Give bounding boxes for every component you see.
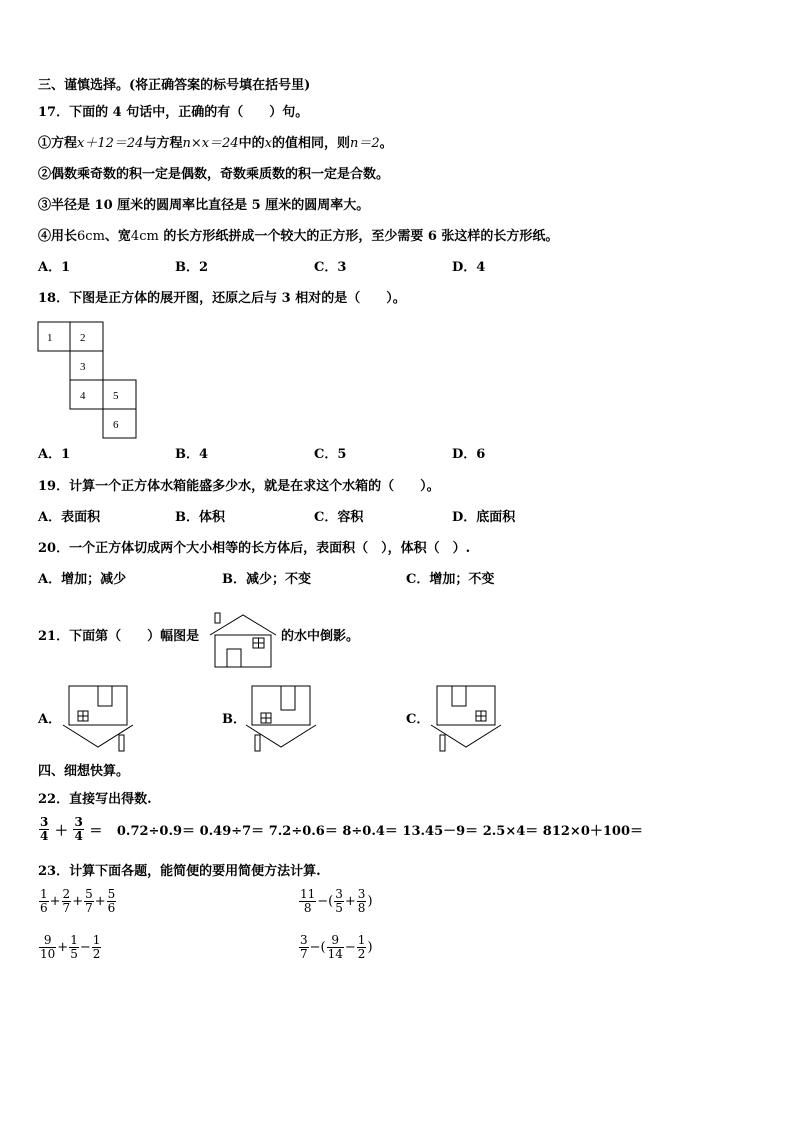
house-body-shape: [215, 635, 271, 667]
q23-expression-3: $\frac{9}{10}$ + $\frac{1}{5}$ − $\frac{1}{2}$: [40, 933, 101, 961]
cube-net-figure: [37, 320, 139, 440]
q22-stem: 22．直接写出得数.: [38, 792, 152, 807]
q19-option-c[interactable]: C．容积: [314, 510, 364, 525]
q21-stem-part2: 的水中倒影。: [281, 629, 360, 644]
net-cell-3: [70, 351, 103, 380]
q23-expression-4: $\frac{3}{7}$ −( $\frac{9}{14}$ − $\frac{1}{2}$ ): [300, 933, 373, 961]
q21-option-b[interactable]: B．: [222, 712, 246, 727]
q17-statement-2: ②偶数乘奇数的积一定是偶数，奇数乘质数的积一定是合数。: [38, 167, 390, 182]
q18-option-d[interactable]: D．6: [452, 447, 486, 462]
q19-option-a[interactable]: A．表面积: [38, 510, 101, 525]
q22-expressions: $\frac{3}{4}$ ＋ $\frac{3}{4}$ ＝ 0.72÷0.9＝ 0.49÷7＝ 7.2÷0.6＝ 8÷0.4＝ 13.45－9＝ 2.5×4＝ 812×0＋100＝: [40, 815, 644, 843]
reflection-option-c-figure[interactable]: [430, 684, 502, 754]
q21-stem-part1: 21．下面第（ ）幅图是: [38, 629, 200, 644]
q21-option-c[interactable]: C．: [406, 712, 430, 727]
q17-option-c[interactable]: C．3: [314, 260, 347, 275]
q17-option-a[interactable]: A．1: [38, 260, 71, 275]
q17-statement-1: ①方程x＋12＝24与方程n×x＝24中的x的值相同，则n＝2。: [38, 136, 393, 151]
net-cell-6: [103, 409, 136, 438]
net-label-1: 1: [47, 332, 53, 344]
q17-stem: 17．下面的 4 句话中，正确的有（ ）句。: [38, 105, 309, 120]
q18-option-b[interactable]: B．4: [175, 447, 209, 462]
q19-option-d[interactable]: D．底面积: [452, 510, 516, 525]
net-cell-2: [70, 322, 103, 351]
net-cell-4: [70, 380, 103, 409]
q17-statement-3: ③半径是 10 厘米的圆周率比直径是 5 厘米的圆周率大。: [38, 198, 370, 213]
q18-option-c[interactable]: C．5: [314, 447, 347, 462]
section-four-title: 四、细想快算。: [38, 764, 130, 779]
net-cell-1: [38, 322, 70, 351]
q23-stem: 23．计算下面各题，能简便的要用简便方法计算.: [38, 864, 321, 879]
q17-option-d[interactable]: D．4: [452, 260, 486, 275]
net-label-2: 2: [80, 332, 86, 344]
q21-option-a[interactable]: A．: [38, 712, 62, 727]
q22-fraction-2: $\frac{3}{4}$: [74, 815, 83, 843]
q20-option-a[interactable]: A．增加；减少: [38, 572, 127, 587]
q23-expression-2: $\frac{11}{8}$ −( $\frac{3}{5}$ + $\frac{3}{8}$ ): [300, 887, 373, 915]
house-figure: [209, 611, 277, 669]
net-label-3: 3: [80, 361, 86, 373]
chimney-shape: [215, 613, 220, 623]
net-label-6: 6: [113, 419, 119, 431]
net-label-4: 4: [80, 390, 86, 402]
q18-option-a[interactable]: A．1: [38, 447, 71, 462]
net-cell-5: [103, 380, 136, 409]
house-door-shape: [227, 649, 241, 667]
section-three-title: 三、谨慎选择。(将正确答案的标号填在括号里): [38, 78, 311, 93]
q19-option-b[interactable]: B．体积: [175, 510, 225, 525]
q22-items: 0.72÷0.9＝ 0.49÷7＝ 7.2÷0.6＝ 8÷0.4＝ 13.45－9＝ 2.5×4＝ 812×0＋100＝: [116, 824, 644, 839]
q18-stem: 18．下图是正方体的展开图，还原之后与 3 相对的是（ ）。: [38, 291, 406, 306]
reflection-option-b-figure[interactable]: [245, 684, 317, 754]
q23-expression-1: $\frac{1}{6}$ + $\frac{2}{7}$ + $\frac{5}{7}$ + $\frac{5}{6}$: [40, 887, 116, 915]
net-label-5: 5: [113, 390, 119, 402]
q22-fraction-1: $\frac{3}{4}$: [40, 815, 49, 843]
reflection-option-a-figure[interactable]: [62, 684, 134, 754]
q20-option-b[interactable]: B．减少；不变: [222, 572, 311, 587]
q19-stem: 19．计算一个正方体水箱能盛多少水，就是在求这个水箱的（ ）。: [38, 479, 440, 494]
q17-statement-4: ④用长6cm、宽4cm 的长方形纸拼成一个较大的正方形，至少需要 6 张这样的长方形纸。: [38, 229, 559, 244]
q20-option-c[interactable]: C．增加；不变: [406, 572, 495, 587]
q17-option-b[interactable]: B．2: [175, 260, 209, 275]
q20-stem: 20．一个正方体切成两个大小相等的长方体后，表面积（ ），体积（ ）.: [38, 541, 471, 556]
